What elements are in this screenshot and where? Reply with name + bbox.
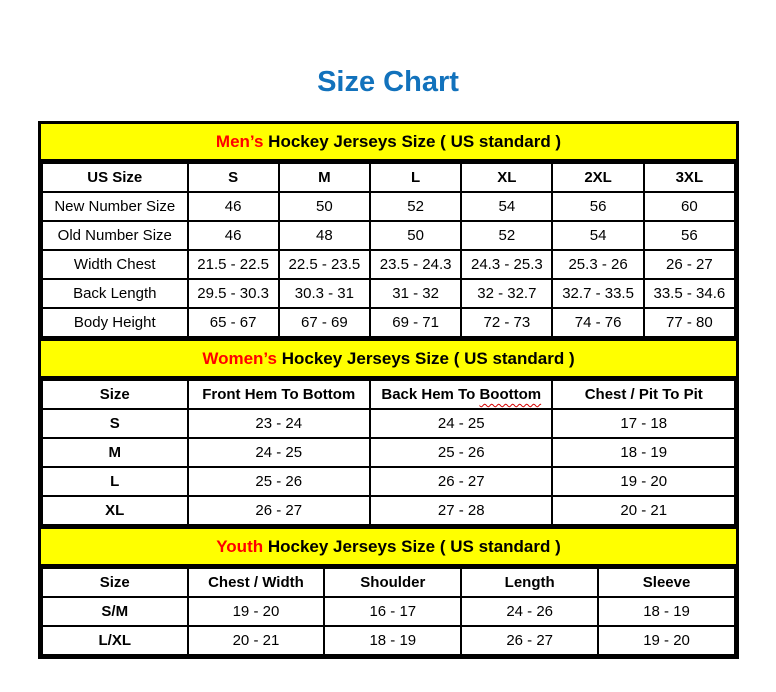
table-cell: 18 - 19 (552, 438, 735, 467)
table-cell: 26 - 27 (461, 626, 598, 655)
table-cell: 33.5 - 34.6 (644, 279, 735, 308)
misspelled-word: Boottom (479, 386, 542, 403)
row-label: Width Chest (42, 250, 188, 279)
table-cell: 25 - 26 (188, 467, 370, 496)
column-header: 2XL (552, 163, 643, 192)
row-label: L (42, 467, 188, 496)
page-title: Size Chart (317, 66, 459, 98)
row-label: S (42, 409, 188, 438)
column-header: Chest / Width (188, 568, 325, 597)
row-label: New Number Size (42, 192, 188, 221)
table-cell: 19 - 20 (188, 597, 325, 626)
table-cell: 25.3 - 26 (552, 250, 643, 279)
table-cell: 67 - 69 (279, 308, 370, 337)
table-cell: 77 - 80 (644, 308, 735, 337)
table-cell: 24 - 25 (370, 409, 552, 438)
section-header-womens (41, 338, 736, 379)
column-header: S (188, 163, 279, 192)
table-cell: 18 - 19 (598, 597, 735, 626)
row-label: M (42, 438, 188, 467)
table-cell: 19 - 20 (598, 626, 735, 655)
table-cell: 52 (370, 192, 461, 221)
table-cell: 46 (188, 192, 279, 221)
column-header: Back Hem To Boottom (370, 380, 552, 409)
table-cell: 31 - 32 (370, 279, 461, 308)
section-womens (41, 338, 736, 526)
section-header-youth (41, 526, 736, 567)
table-cell: 74 - 76 (552, 308, 643, 337)
column-header: Front Hem To Bottom (188, 380, 370, 409)
header-row (42, 568, 735, 597)
column-header: US Size (42, 163, 188, 192)
row-label: S/M (42, 597, 188, 626)
table-cell: 26 - 27 (644, 250, 735, 279)
header-row (42, 163, 735, 192)
table-cell: 24 - 26 (461, 597, 598, 626)
table-row (42, 250, 735, 279)
table-row (42, 597, 735, 626)
table-cell: 29.5 - 30.3 (188, 279, 279, 308)
section-title-rest: Hockey Jerseys Size ( US standard ) (276, 349, 575, 368)
table-cell: 52 (461, 221, 552, 250)
column-header: 3XL (644, 163, 735, 192)
table-cell: 50 (370, 221, 461, 250)
table-row (42, 409, 735, 438)
table-cell: 56 (552, 192, 643, 221)
table-row (42, 221, 735, 250)
table-cell: 23 - 24 (188, 409, 370, 438)
column-header: Size (42, 380, 188, 409)
table-cell: 54 (461, 192, 552, 221)
column-header: Chest / Pit To Pit (552, 380, 735, 409)
table-row (42, 467, 735, 496)
column-header: XL (461, 163, 552, 192)
table-row (42, 438, 735, 467)
table-row (42, 279, 735, 308)
section-mens (41, 124, 736, 338)
table-cell: 56 (644, 221, 735, 250)
womens-table (41, 379, 736, 526)
table-cell: 24.3 - 25.3 (461, 250, 552, 279)
table-cell: 20 - 21 (552, 496, 735, 525)
table-cell: 32 - 32.7 (461, 279, 552, 308)
youth-table (41, 567, 736, 656)
table-cell: 46 (188, 221, 279, 250)
table-row (42, 308, 735, 337)
table-cell: 65 - 67 (188, 308, 279, 337)
table-cell: 69 - 71 (370, 308, 461, 337)
table-cell: 48 (279, 221, 370, 250)
section-title-accent: Youth (216, 537, 264, 556)
section-title-rest: Hockey Jerseys Size ( US standard ) (263, 537, 561, 556)
table-cell: 23.5 - 24.3 (370, 250, 461, 279)
section-title-accent: Women’s (202, 349, 277, 368)
table-row (42, 626, 735, 655)
table-cell: 22.5 - 23.5 (279, 250, 370, 279)
row-label: XL (42, 496, 188, 525)
row-label: Old Number Size (42, 221, 188, 250)
column-header: L (370, 163, 461, 192)
table-cell: 20 - 21 (188, 626, 325, 655)
table-cell: 26 - 27 (188, 496, 370, 525)
row-label: L/XL (42, 626, 188, 655)
table-cell: 30.3 - 31 (279, 279, 370, 308)
table-cell: 24 - 25 (188, 438, 370, 467)
table-cell: 17 - 18 (552, 409, 735, 438)
table-cell: 32.7 - 33.5 (552, 279, 643, 308)
table-cell: 27 - 28 (370, 496, 552, 525)
table-cell: 54 (552, 221, 643, 250)
section-header-mens (41, 124, 736, 162)
table-row (42, 192, 735, 221)
header-row (42, 380, 735, 409)
section-youth (41, 526, 736, 656)
section-title-rest: Hockey Jerseys Size ( US standard ) (263, 132, 562, 151)
table-row (42, 496, 735, 525)
table-cell: 26 - 27 (370, 467, 552, 496)
mens-table (41, 162, 736, 338)
column-header: Size (42, 568, 188, 597)
section-title-accent: Men’s (215, 132, 264, 151)
column-header: Length (461, 568, 598, 597)
table-cell: 18 - 19 (324, 626, 461, 655)
size-chart (38, 121, 739, 659)
row-label: Body Height (42, 308, 188, 337)
table-cell: 60 (644, 192, 735, 221)
row-label: Back Length (42, 279, 188, 308)
column-header: Shoulder (324, 568, 461, 597)
column-header: M (279, 163, 370, 192)
table-cell: 19 - 20 (552, 467, 735, 496)
column-header: Sleeve (598, 568, 735, 597)
table-cell: 50 (279, 192, 370, 221)
table-cell: 25 - 26 (370, 438, 552, 467)
table-cell: 16 - 17 (324, 597, 461, 626)
table-cell: 21.5 - 22.5 (188, 250, 279, 279)
table-cell: 72 - 73 (461, 308, 552, 337)
